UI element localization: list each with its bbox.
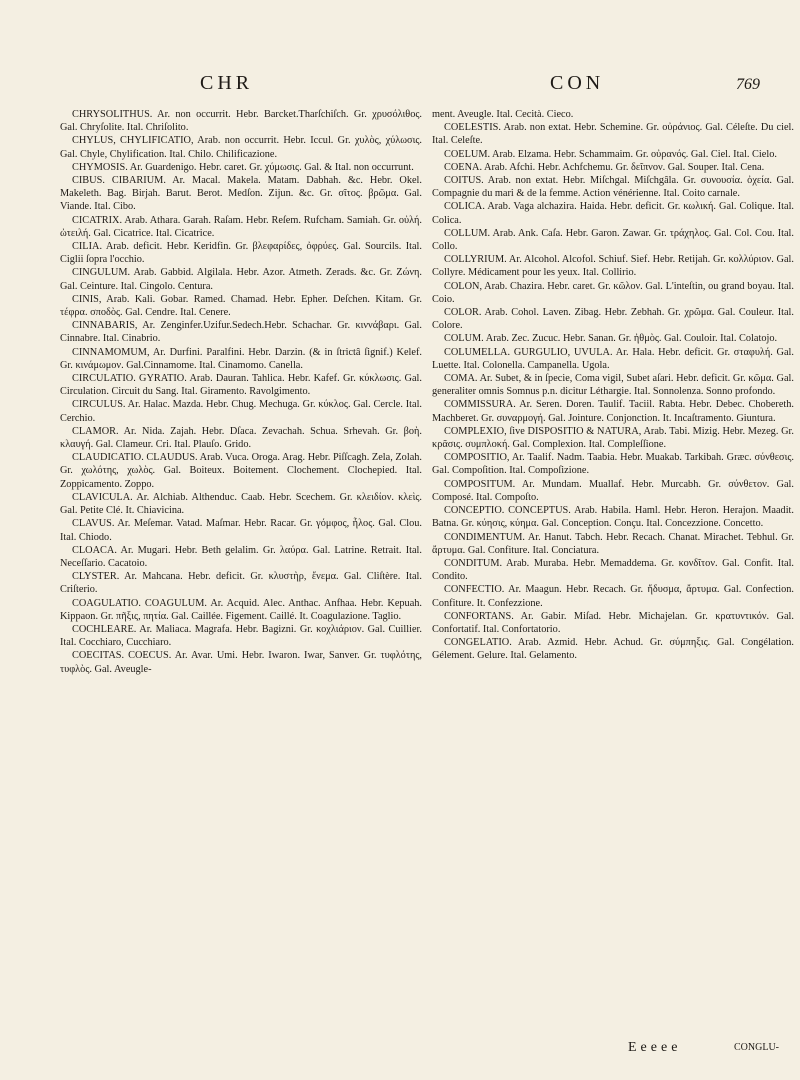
dictionary-entry: CINNAMOMUM, Ar. Durfini. Paralfini. Hebr. Darzin. (& in ſtrictâ ſignif.) Kelef. Gr. κινάμωμον. Gal.Cinnamome. Ital. Cinamomo. Canella.: [60, 346, 422, 371]
dictionary-entry: CHYMOSIS. Ar. Guardenigo. Hebr. caret. Gr. χύμωσις. Gal. & Ital. non occurrunt.: [72, 161, 414, 173]
dictionary-entry: CONGELATIO. Arab. Azmid. Hebr. Achud. Gr. σύμπηξις. Gal. Congélation. Gélement. Gelure. Ital. Gelamento.: [432, 637, 794, 662]
dictionary-entry: COLLUM. Arab. Ank. Caſa. Hebr. Garon. Zawar. Gr. τράχηλος. Gal. Col. Cou. Ital. Collo.: [432, 227, 794, 253]
dictionary-entry: COELUM. Arab. Elzama. Hebr. Schammaim. Gr. οὐρανός. Gal. Ciel. Ital. Cielo.: [444, 148, 777, 160]
dictionary-entry: CONCEPTIO. CONCEPTUS. Arab. Habila. Haml. Hebr. Heron. Herajon. Maadit. Batna. Gr. κύησις, κύημα. Gal. Conception. Conçu. Ital. Concezzione. Concetto.: [432, 505, 794, 530]
dictionary-entry: CLAVICULA. Ar. Alchiab. Althenduc. Caab. Hebr. Scechem. Gr. κλειδίον. κλεὶς. Gal. Petite Clé. It. Chiavicina.: [60, 491, 422, 517]
dictionary-entry: CIRCULATIO. GYRATIO. Arab. Dauran. Tahlica. Hebr. Kafef. Gr. κύκλωσις. Gal. Circulation. Circuit du Sang. Ital. Giramento. Ravolgimento.: [60, 373, 422, 398]
dictionary-entry: CILIA. Arab. deficit. Hebr. Keridfin. Gr. βλεφαρίδες, ὀφρύες. Gal. Sourcils. Ital. Ciglii ſopra l'occhio.: [60, 241, 422, 266]
dictionary-entry: COLOR. Arab. Cohol. Laven. Zibag. Hebr. Zebhah. Gr. χρῶμα. Gal. Couleur. Ital. Colore.: [432, 307, 794, 332]
dictionary-entry: CIBUS. CIBARIUM. Ar. Macal. Makela. Matam. Dabhah. &c. Hebr. Okel. Makeleth. Bag. Birjah. Barut. Berot. Medſon. Zijun. &c. Gr. σῖτος. βρῶμα. Gal. Viande. Ital. Cibo.: [60, 175, 422, 213]
dictionary-entry: COMPOSITIO, Ar. Taalif. Nadm. Taabia. Hebr. Muakab. Tarkibah. Græc. σύνθεσις. Gal. Compoſition. Ital. Compoſizione.: [432, 452, 794, 477]
dictionary-entry: CONFECTIO. Ar. Maagun. Hebr. Recach. Gr. ἥδυσμα, ἄρτυμα. Gal. Confection. Confiture. It. Confezzione.: [432, 584, 794, 609]
dictionary-entry: CINGULUM. Arab. Gabbid. Algilala. Hebr. Azor. Atmeth. Zerads. &c. Gr. Ζώνη. Gal. Ceinture. Ital. Cingolo. Centura.: [60, 267, 422, 292]
dictionary-entry: CINNABARIS, Ar. Zenginfer.Uzifur.Sedech.Hebr. Schachar. Gr. κιννάβαρι. Gal. Cinnabre. Ital. Cinabrio.: [60, 320, 422, 345]
dictionary-entry: CICATRIX. Arab. Athara. Garah. Raſam. Hebr. Reſem. Rufcham. Samiah. Gr. οὐλή. ὠτειλή. Gal. Cicatrice. Ital. Cicatrice.: [60, 214, 422, 239]
dictionary-entry: COECITAS. COECUS. Ar. Avar. Umi. Hebr. Iwaron. Iwar, Sanver. Gr. τυφλότης, τυφλὸς. Gal. Aveugle-: [60, 650, 422, 675]
header-left: CHR: [200, 72, 254, 94]
catchword: CONGLU-: [734, 1042, 779, 1053]
right-column: [432, 108, 794, 1052]
dictionary-entry: CIRCULUS. Ar. Halac. Mazda. Hebr. Chug. Mechuga. Gr. κύκλος. Gal. Cercle. Ital. Cerchio.: [60, 399, 422, 424]
dictionary-entry: CLOACA. Ar. Mugari. Hebr. Beth gelalim. Gr. λαύρα. Gal. Latrine. Retrait. Ital. Neceſſario. Cacatoio.: [60, 544, 422, 569]
dictionary-entry: COELESTIS. Arab. non extat. Hebr. Schemine. Gr. οὐράνιος. Gal. Céleſte. Du ciel. Ital. Celeſte.: [432, 122, 794, 147]
dictionary-entry: COAGULATIO. COAGULUM. Ar. Acquid. Alec. Anthac. Anfhaa. Hebr. Kepuah. Kippaon. Gr. πῆξις, πητία. Gal. Caillée. Figement. Caillé. It. Coagulazione. Taglio.: [60, 597, 422, 622]
dictionary-entry: COCHLEARE. Ar. Maliaca. Magrafa. Hebr. Bagizni. Gr. κοχλιάριον. Gal. Cuillier. Ital. Cocchiaro, Cucchiaro.: [60, 623, 422, 649]
dictionary-entry: CLAUDICATIO. CLAUDUS. Arab. Vuca. Oroga. Arag. Hebr. Piſſcagh. Zela, Zolah. Gr. χωλότης, χωλὸς. Gal. Boiteux. Boitement. Clochement. Clochepied. Ital. Zoppicamento. Zoppo.: [60, 452, 422, 490]
dictionary-entry: COMPOSITUM. Ar. Mundam. Muallaf. Hebr. Murcabh. Gr. σύνθετον. Gal. Composé. Ital. Compoſto.: [432, 478, 794, 503]
left-column: [60, 108, 422, 1052]
dictionary-entry: COMA. Ar. Subet, & in ſpecie, Coma vigil, Subet aſari. Hebr. deficit. Gr. κῶμα. Gal. generaliter omnis Somnus p.n. dicitur Léthargie. Ital. Sonnolenza. Sonno profondo.: [432, 373, 794, 398]
dictionary-entry: CINIS, Arab. Kali. Gobar. Ramed. Chamad. Hebr. Epher. Deſchen. Kitam. Gr. τέφρα. σποδὸς. Gal. Cendre. Ital. Cenere.: [60, 293, 422, 319]
dictionary-entry: CONDITUM. Arab. Muraba. Hebr. Memaddema. Gr. κονδῖτον. Gal. Confit. Ital. Condito.: [432, 557, 794, 583]
dictionary-entry: COMPLEXIO, ſive DISPOSITIO & NATURA, Arab. Tabi. Mizig. Hebr. Mezeg. Gr. κρᾶσις. συμπλοκή. Gal. Complexion. Ital. Compleſſione.: [432, 425, 794, 451]
page-number: 769: [736, 76, 760, 93]
dictionary-entry: CLAVUS. Ar. Meſemar. Vatad. Maſmar. Hebr. Racar. Gr. γόμφος, ἧλος. Gal. Clou. Ital. Chiodo.: [60, 518, 422, 543]
dictionary-entry: CLAMOR. Ar. Nida. Zajah. Hebr. Dſaca. Zevachah. Schua. Srhevah. Gr. βοὴ. κλαυγή. Gal. Clameur. Cri. Ital. Plauſo. Grido.: [60, 425, 422, 451]
dictionary-entry: ment. Aveugle. Ital. Cecità. Cieco.: [432, 109, 574, 120]
dictionary-entry: COITUS. Arab. non extat. Hebr. Miſchgal. Miſchgâla. Gr. συνουσία. ὀχεία. Gal. Compagnie du mari & de la femme. Action vénérienne. Ital. Coito carnale.: [432, 175, 794, 200]
signature-mark: Eeeee: [628, 1040, 682, 1055]
dictionary-entry: COMMISSURA. Ar. Seren. Doren. Taulif. Taciil. Rabta. Hebr. Debec. Chobereth. Machberet. Gr. συναρμογή. Gal. Jointure. Conjonction. It. Incaſtramento. Giuntura.: [432, 399, 794, 424]
dictionary-entry: COLON, Arab. Chazira. Hebr. caret. Gr. κῶλον. Gal. L'inteſtin, ou grand boyau. Ital. Coio.: [432, 280, 794, 305]
dictionary-entry: CHYLUS, CHYLIFICATIO, Arab. non occurrit. Hebr. Iccul. Gr. χυλὸς, χύλωσις. Gal. Chyle, Chylification. Ital. Chilo. Chilificazione.: [60, 135, 422, 160]
running-header: [0, 72, 800, 100]
header-right: CON: [550, 72, 605, 94]
dictionary-entry: CLYSTER. Ar. Mahcana. Hebr. deficit. Gr. κλυστὴρ, ἔνεμα. Gal. Cliſtère. Ital. Criſterio.: [60, 571, 422, 596]
dictionary-entry: COLLYRIUM. Ar. Alcohol. Alcofol. Schiuf. Sief. Hebr. Retijah. Gr. κολλύριον. Gal. Collyre. Médicament pour les yeux. Ital. Collirio.: [432, 254, 794, 279]
dictionary-entry: COLUMELLA. GURGULIO, UVULA. Ar. Hala. Hebr. deficit. Gr. σταφυλή. Gal. Luette. Ital. Colonella. Campanella. Ugola.: [432, 346, 794, 371]
dictionary-entry: COLICA. Arab. Vaga alchazira. Haida. Hebr. deficit. Gr. κωλική. Gal. Colique. Ital. Colica.: [432, 201, 794, 226]
dictionary-entry: CONDIMENTUM. Ar. Hanut. Tabch. Hebr. Recach. Chanat. Mirachet. Tebhul. Gr. ἄρτυμα. Gal. Confiture. Ital. Conciatura.: [432, 531, 794, 556]
dictionary-entry: COENA. Arab. Afchi. Hebr. Achfchemu. Gr. δεῖπνον. Gal. Souper. Ital. Cena.: [444, 161, 765, 173]
dictionary-entry: COLUM. Arab. Zec. Zucuc. Hebr. Sanan. Gr. ἠθμὸς. Gal. Couloir. Ital. Colatojo.: [444, 333, 778, 345]
dictionary-entry: CHRYSOLITHUS. Ar. non occurrit. Hebr. Barcket.Tharſchiſch. Gr. χρυσόλιθος. Gal. Chryſolite. Ital. Chriſolito.: [60, 109, 422, 134]
page-footer: [0, 1040, 800, 1060]
dictionary-entry: CONFORTANS. Ar. Gabir. Miſad. Hebr. Michajelan. Gr. κρατυντικόν. Gal. Confortatif. Ital. Confortatorio.: [432, 610, 794, 635]
